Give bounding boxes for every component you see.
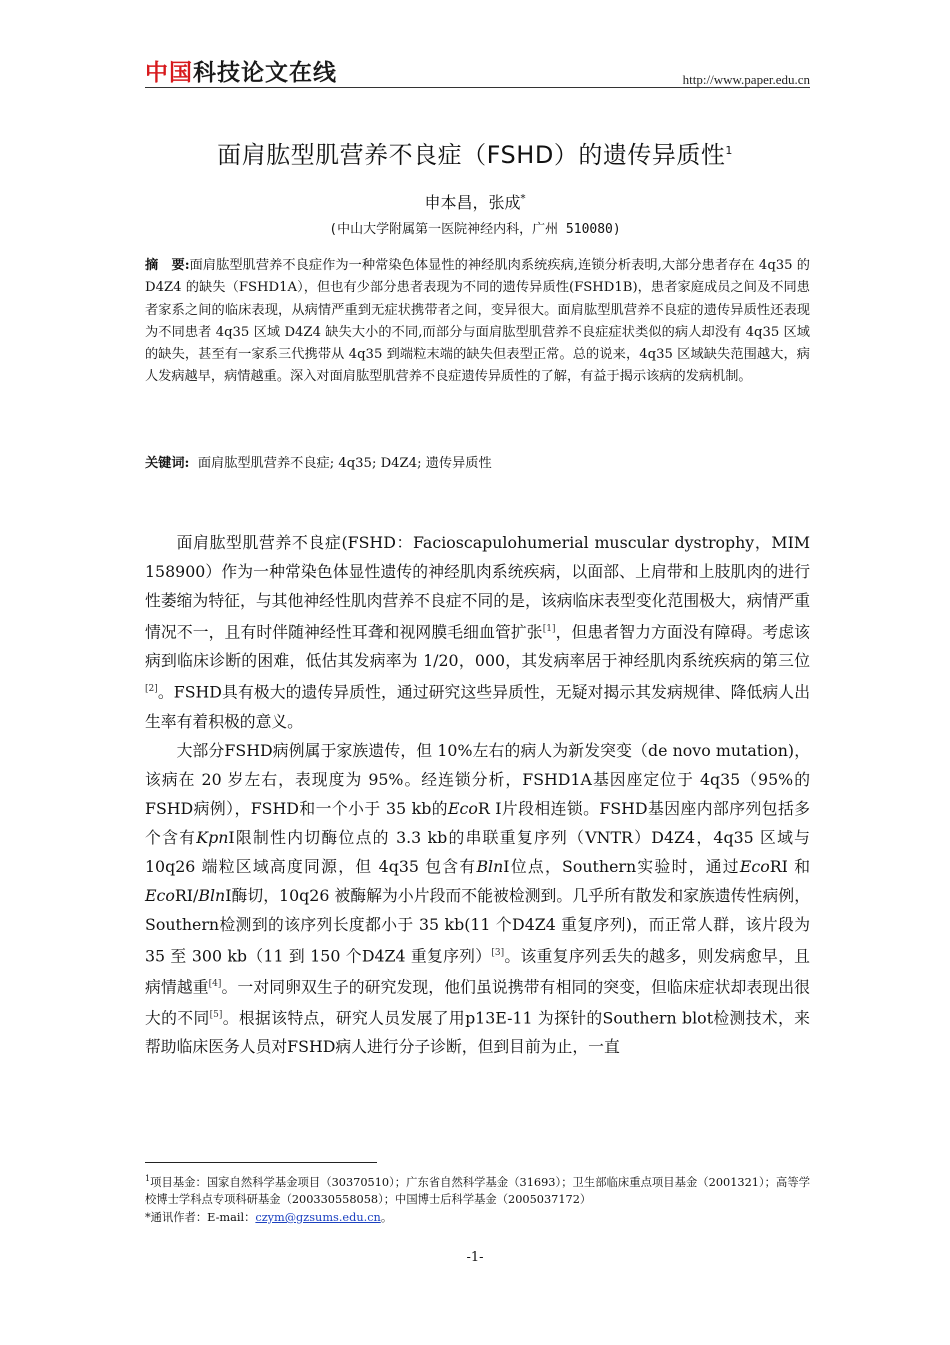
abstract-text: 面肩肱型肌营养不良症作为一种常染色体显性的神经肌肉系统疾病,连锁分析表明,大部分患者存在 4q35 的 D4Z4 的缺失（FSHD1A），但也有少部分患者表现为不同的遗传异质性(FSHD1B)，患者家庭成员之间及不同患者家系之间的临床表现，从病情严重到无症状携带者之间，变异很大。面肩肱型肌营养不良症的遗传异质性还表现为不同患者 4q35 区域 D4Z4 缺失大小的不同,而部分与面肩肱型肌营养不良症症状类似的病人却没有 4q35 区域的缺失，甚至有一家系三代携带从 4q35 到端粒末端的缺失但表型正常。总的说来，4q35 区域缺失范围越大，病人发病越早，病情越重。深入对面肩肱型肌营养不良症遗传异质性的了解，有益于揭示该病的发病机制。 xyxy=(145,258,810,385)
affiliation: (中山大学附属第一医院神经内科，广州 510080) xyxy=(329,222,621,237)
page-header xyxy=(145,52,810,88)
header-divider xyxy=(145,87,810,88)
paragraph-2: 大部分FSHD病例属于家族遗传，但 10%左右的病人为新发突变（de novo mutation)，该病在 20 岁左右，表现度为 95%。经连锁分析，FSHD1A基因座定位于 4q35（95%的FSHD病例），FSHD和一个小于 35 kb的EcoR I片段相连锁。FSHD基因座内部序列包括多个含有KpnI限制性内切酶位点的 3.3 kb的串联重复序列（VNTR）D4Z4，4q35 区域与 10q26 端粒区域高度同源，但 4q35 包含有BlnI位点，Southern实验时，通过EcoRI 和EcoRI/BlnI酶切，10q26 被酶解为小片段而不能被检测到。几乎所有散发和家族遗传性病例，Southern检测到的该序列长度都小于 35 kb(11 个D4Z4 重复序列)，而正常人群，该片段为 35 至 300 kb（11 到 150 个D4Z4 重复序列）[3]。该重复序列丢失的越多，则发病愈早，且病情越重[4]。一对同卵双生子的研究发现，他们虽说携带有相同的突变，但临床症状却表现出很大的不同[5]。根据该特点，研究人员发展了用p13E-11 为探针的Southern blot检测技术，来帮助临床医务人员对FSHD病人进行分子诊断，但到目前为止，一直 xyxy=(145,740,810,1057)
header-url[interactable]: http://www.paper.edu.cn xyxy=(682,72,810,87)
footnotes xyxy=(145,1170,810,1226)
keywords-text: 面肩肱型肌营养不良症; 4q35; D4Z4; 遗传异质性 xyxy=(197,456,492,471)
main-text xyxy=(145,528,810,1061)
abstract-label: 摘 要: xyxy=(145,258,190,273)
site-logo: 中国科技论文在线 xyxy=(145,60,337,86)
abstract xyxy=(145,255,810,389)
keywords-label: 关键词: xyxy=(145,456,190,471)
paragraph-1: 面肩肱型肌营养不良症(FSHD：Facioscapulohumerial muscular dystrophy，MIM 158900）作为一种常染色体显性遗传的神经肌肉系统疾病，以面部、上肩带和上肢肌肉的进行性萎缩为特征，与其他神经性肌肉营养不良症不同的是，该病临床表型变化范围极大，病情严重情况不一，且有时伴随神经性耳聋和视网膜毛细血管扩张[1]，但患者智力方面没有障碍。考虑该病到临床诊断的困难，低估其发病率为 1/20，000，其发病率居于神经肌肉系统疾病的第三位[2]。FSHD具有极大的遗传异质性，通过研究这些异质性，无疑对揭示其发病规律、降低病人出生率有着积极的意义。 xyxy=(145,533,810,731)
paper-authors: 申本昌，张成* xyxy=(424,193,526,212)
title-footnote-mark: 1 xyxy=(725,144,733,157)
funding-footnote: $^1$项目基金：国家自然科学基金项目（30370510）；广东省自然科学基金（31693）；卫生部临床重点项目基金（2001321）；高等学校博士学科点专项科研基金（200330558058）；中国博士后科学基金（2005037172） xyxy=(145,1174,810,1207)
corresponding-author-mark: * xyxy=(520,193,526,205)
contact-email-link[interactable]: czym@gzsums.edu.cn xyxy=(255,1210,381,1224)
citation-2[interactable]: [2] xyxy=(145,684,158,695)
citation-4[interactable]: [4] xyxy=(208,978,222,989)
contact-footnote: *通讯作者：E-mail：czym@gzsums.edu.cn。 xyxy=(145,1210,393,1224)
citation-5[interactable]: [5] xyxy=(209,1010,223,1021)
page-number: -1- xyxy=(466,1250,484,1265)
keywords xyxy=(145,453,810,475)
citation-1[interactable]: [1] xyxy=(542,624,556,634)
paper-title: 面肩肱型肌营养不良症（FSHD）的遗传异质性$^1$ xyxy=(217,141,733,169)
footnote-divider xyxy=(145,1162,377,1163)
citation-3[interactable]: [3] xyxy=(491,947,505,958)
